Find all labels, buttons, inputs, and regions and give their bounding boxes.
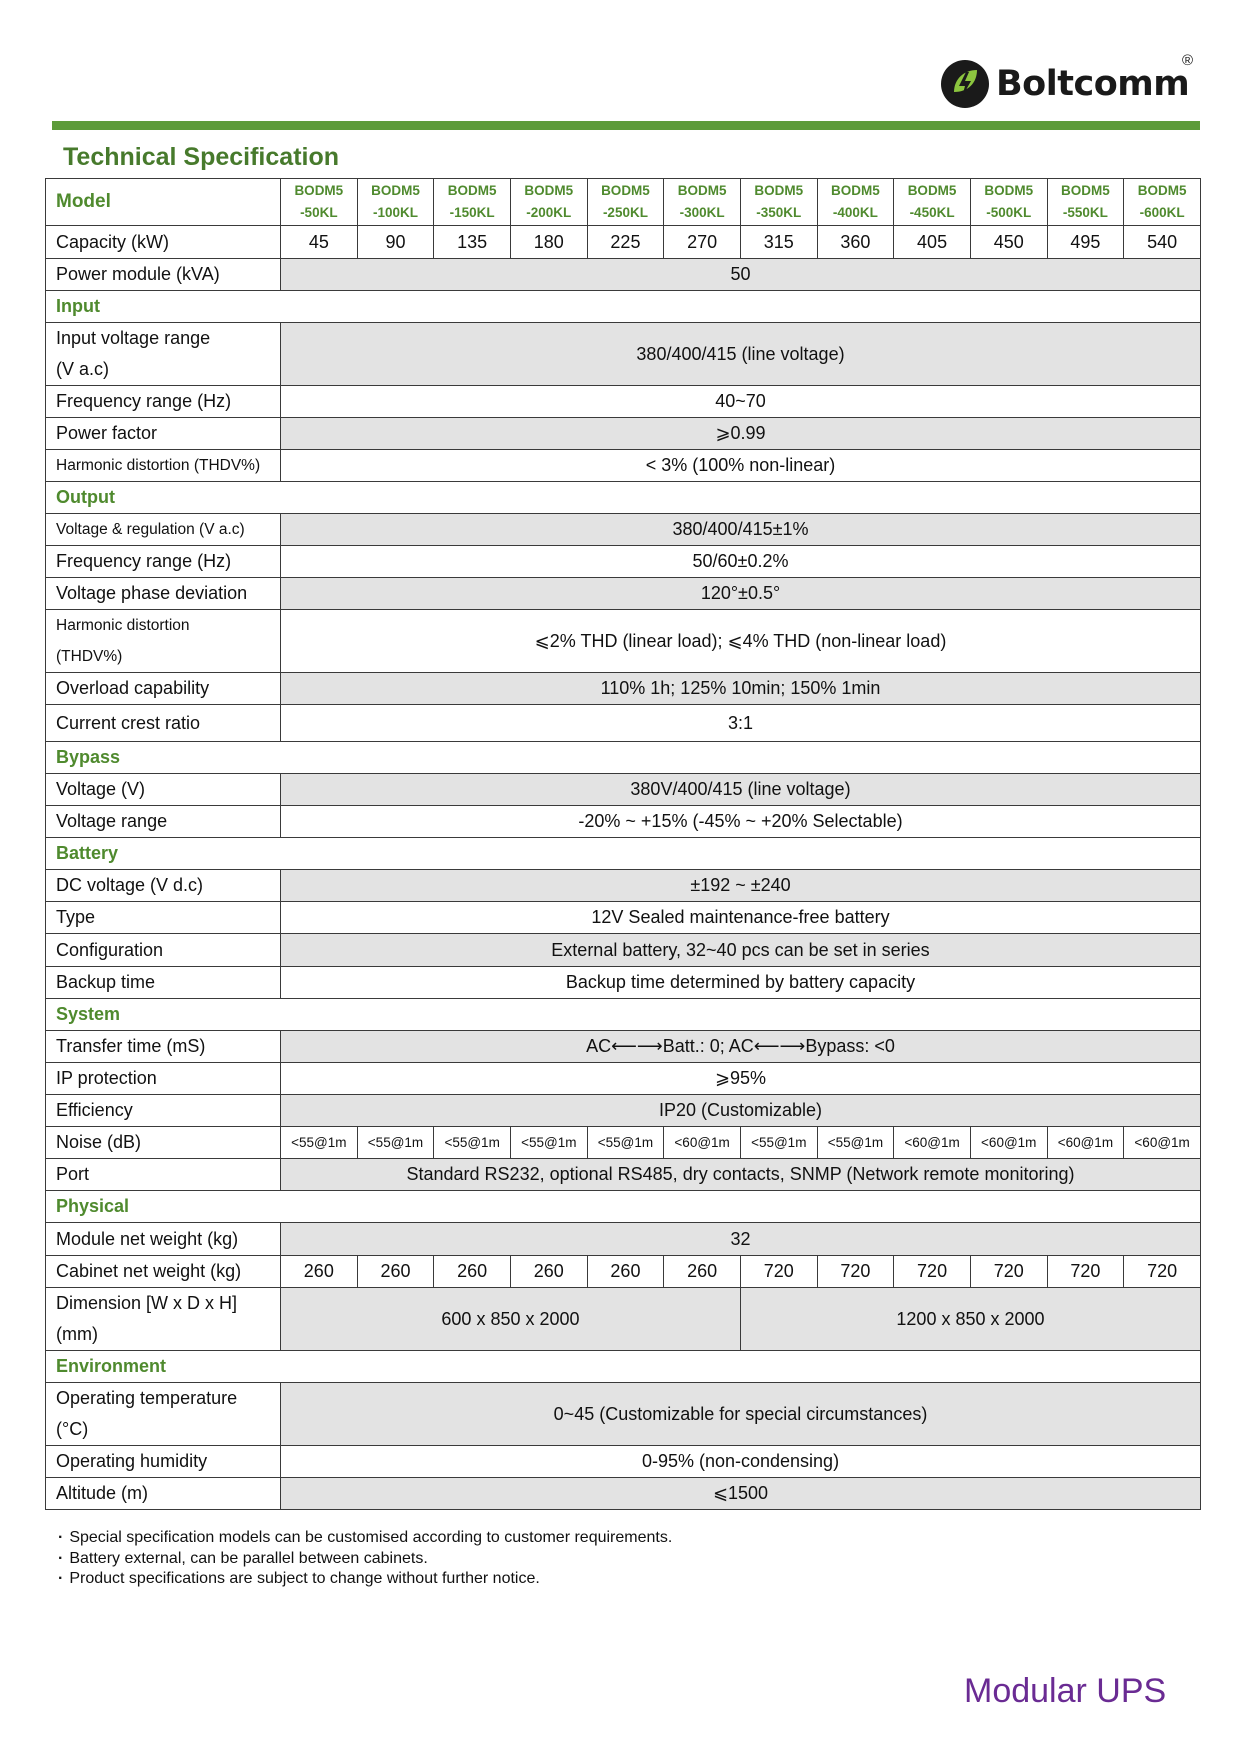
spec-label-line: Efficiency <box>56 1100 133 1120</box>
spec-cell: 720 <box>740 1256 817 1288</box>
spec-label-line: Type <box>56 907 96 927</box>
model-cell <box>664 179 741 226</box>
spec-label-line: IP protection <box>56 1068 157 1088</box>
model-suffix: -50KL <box>300 205 338 220</box>
spec-cell: <55@1m <box>281 1127 358 1159</box>
model-suffix: -100KL <box>372 205 418 220</box>
spec-label-line: (THDV%) <box>56 648 123 665</box>
model-suffix: -500KL <box>986 205 1032 220</box>
spec-value: IP20 (Customizable) <box>281 1095 1201 1127</box>
spec-label <box>46 1159 281 1191</box>
spec-label <box>46 450 281 482</box>
spec-value: 110% 1h; 125% 10min; 150% 1min <box>281 673 1201 705</box>
spec-cell: 260 <box>281 1256 358 1288</box>
spec-label-line: Module net weight (kg) <box>56 1228 239 1249</box>
spec-value: 380/400/415±1% <box>281 514 1201 546</box>
spec-label <box>46 546 281 578</box>
model-series: BODM5 <box>1137 183 1187 198</box>
spec-row <box>46 1063 1201 1095</box>
spec-label <box>46 1095 281 1127</box>
spec-row <box>46 934 1201 967</box>
note-item: · Special specification models can be customised according to customer requirements. <box>58 1528 672 1549</box>
spec-label <box>46 1288 281 1351</box>
spec-value: 50 <box>281 259 1201 291</box>
spec-cell: 720 <box>1047 1256 1124 1288</box>
model-cell <box>970 179 1047 226</box>
spec-cell: <55@1m <box>587 1127 664 1159</box>
model-cell <box>894 179 971 226</box>
model-series: BODM5 <box>294 183 344 198</box>
spec-label-line: Harmonic distortion <box>56 617 190 634</box>
spec-label <box>46 774 281 806</box>
spec-label <box>46 259 281 291</box>
spec-label <box>46 806 281 838</box>
spec-cell: 720 <box>1124 1256 1201 1288</box>
model-suffix: -550KL <box>1062 205 1108 220</box>
spec-label <box>46 1127 281 1159</box>
model-series: BODM5 <box>907 183 957 198</box>
section-heading: Battery <box>46 838 1201 870</box>
section-row <box>46 999 1201 1031</box>
section-row <box>46 482 1201 514</box>
spec-label-line: Dimension [W x D x H] <box>56 1293 238 1313</box>
model-cell <box>740 179 817 226</box>
spec-value: < 3% (100% non-linear) <box>281 450 1201 482</box>
spec-cell: 260 <box>664 1256 741 1288</box>
spec-value: Backup time determined by battery capacity <box>281 967 1201 999</box>
section-row <box>46 1351 1201 1383</box>
spec-label <box>46 226 281 259</box>
section-heading: Bypass <box>46 742 1201 774</box>
spec-value: 12V Sealed maintenance-free battery <box>281 902 1201 934</box>
model-label: Model <box>46 179 281 226</box>
spec-row <box>46 610 1201 673</box>
spec-label <box>46 1031 281 1063</box>
spec-cell: <60@1m <box>1124 1127 1201 1159</box>
spec-cell: 360 <box>817 226 894 259</box>
spec-label <box>46 870 281 902</box>
spec-cell: <55@1m <box>510 1127 587 1159</box>
spec-row <box>46 1478 1201 1510</box>
spec-cell: 315 <box>740 226 817 259</box>
spec-label-line: Cabinet net weight (kg) <box>56 1261 242 1281</box>
spec-cell: 180 <box>510 226 587 259</box>
spec-label <box>46 1256 281 1288</box>
model-suffix: -450KL <box>909 205 955 220</box>
spec-row <box>46 546 1201 578</box>
section-row <box>46 1191 1201 1223</box>
spec-label-line: Port <box>56 1164 90 1184</box>
spec-label-line: DC voltage (V d.c) <box>56 875 204 895</box>
spec-label-line: Current crest ratio <box>56 712 201 733</box>
spec-label-line: Voltage & regulation (V a.c) <box>56 521 245 538</box>
spec-value: ±192 ~ ±240 <box>281 870 1201 902</box>
spec-value: AC⟵⟶Batt.: 0; AC⟵⟶Bypass: <0 <box>281 1031 1201 1063</box>
model-cell <box>510 179 587 226</box>
spec-label-line: Voltage (V) <box>56 779 146 799</box>
spec-row <box>46 578 1201 610</box>
section-row <box>46 742 1201 774</box>
notes <box>58 1528 672 1590</box>
spec-label-line: (°C) <box>56 1419 89 1439</box>
spec-label <box>46 705 281 742</box>
section-heading: Physical <box>46 1191 1201 1223</box>
spec-label-line: Power factor <box>56 423 158 443</box>
spec-cell: 495 <box>1047 226 1124 259</box>
spec-cell: 260 <box>587 1256 664 1288</box>
spec-row <box>46 774 1201 806</box>
spec-row <box>46 1288 1201 1351</box>
spec-label-line: Overload capability <box>56 678 210 698</box>
model-suffix: -400KL <box>832 205 878 220</box>
model-suffix: -600KL <box>1139 205 1185 220</box>
section-row <box>46 291 1201 323</box>
note-item: · Product specifications are subject to change without further notice. <box>58 1569 672 1590</box>
spec-label-line: Input voltage range <box>56 328 211 348</box>
spec-cell: <60@1m <box>970 1127 1047 1159</box>
spec-label-line: Operating humidity <box>56 1451 208 1471</box>
model-suffix: -300KL <box>679 205 725 220</box>
spec-row <box>46 1095 1201 1127</box>
spec-cell: 135 <box>434 226 511 259</box>
model-cell <box>1124 179 1201 226</box>
bolt-logo-icon <box>940 59 990 109</box>
model-series: BODM5 <box>371 183 420 198</box>
spec-row <box>46 1159 1201 1191</box>
section-heading: Output <box>46 482 1201 514</box>
spec-value: 0-95% (non-condensing) <box>281 1446 1201 1478</box>
footer-product-line: Modular UPS <box>964 1672 1167 1710</box>
model-suffix: -350KL <box>756 205 802 220</box>
spec-value-left: 600 x 850 x 2000 <box>281 1288 741 1351</box>
model-row <box>46 179 1201 226</box>
spec-label <box>46 1446 281 1478</box>
section-heading: Input <box>46 291 1201 323</box>
spec-value: 380V/400/415 (line voltage) <box>281 774 1201 806</box>
spec-cell: <55@1m <box>817 1127 894 1159</box>
spec-value: ⩽2% THD (linear load); ⩽4% THD (non-linear load) <box>281 610 1201 673</box>
model-cell <box>281 179 358 226</box>
model-series: BODM5 <box>601 183 650 198</box>
spec-label-line: Voltage range <box>56 811 168 831</box>
spec-value: ⩽1500 <box>281 1478 1201 1510</box>
spec-cell: <60@1m <box>894 1127 971 1159</box>
spec-value: 40~70 <box>281 386 1201 418</box>
page-title: Technical Specification <box>63 143 340 171</box>
spec-value: ⩾95% <box>281 1063 1201 1095</box>
spec-cell: 260 <box>434 1256 511 1288</box>
spec-row <box>46 1256 1201 1288</box>
spec-value: 50/60±0.2% <box>281 546 1201 578</box>
model-suffix: -200KL <box>526 205 572 220</box>
spec-cell: <60@1m <box>1047 1127 1124 1159</box>
spec-value: 3:1 <box>281 705 1201 742</box>
spec-cell: 260 <box>510 1256 587 1288</box>
spec-value: 380/400/415 (line voltage) <box>281 323 1201 386</box>
spec-cell: 720 <box>970 1256 1047 1288</box>
spec-value: Standard RS232, optional RS485, dry contacts, SNMP (Network remote monitoring) <box>281 1159 1201 1191</box>
brand-logo <box>940 56 1189 112</box>
spec-row <box>46 967 1201 999</box>
spec-label-line: (V a.c) <box>56 359 110 379</box>
spec-label-line: Capacity (kW) <box>56 231 170 252</box>
spec-value: -20% ~ +15% (-45% ~ +20% Selectable) <box>281 806 1201 838</box>
section-heading: System <box>46 999 1201 1031</box>
model-series: BODM5 <box>447 183 497 198</box>
spec-row <box>46 1446 1201 1478</box>
spec-label-line: Backup time <box>56 972 156 992</box>
spec-cell: <55@1m <box>357 1127 434 1159</box>
spec-label-line: Frequency range (Hz) <box>56 391 232 411</box>
spec-label <box>46 1063 281 1095</box>
spec-label <box>46 1223 281 1256</box>
spec-label <box>46 610 281 673</box>
spec-cell: 260 <box>357 1256 434 1288</box>
spec-row <box>46 705 1201 742</box>
section-heading: Environment <box>46 1351 1201 1383</box>
spec-label-line: Frequency range (Hz) <box>56 551 232 571</box>
spec-label <box>46 967 281 999</box>
spec-label-line: Power module (kVA) <box>56 264 220 284</box>
spec-row <box>46 902 1201 934</box>
spec-cell: 720 <box>817 1256 894 1288</box>
model-suffix: -250KL <box>602 205 648 220</box>
model-suffix: -150KL <box>449 205 495 220</box>
spec-cell: 540 <box>1124 226 1201 259</box>
note-item: · Battery external, can be parallel between cabinets. <box>58 1549 672 1570</box>
model-series: BODM5 <box>831 183 880 198</box>
spec-cell: <55@1m <box>434 1127 511 1159</box>
registered-mark: ® <box>1182 52 1194 69</box>
spec-value: 0~45 (Customizable for special circumstances) <box>281 1383 1201 1446</box>
spec-row <box>46 418 1201 450</box>
spec-row <box>46 806 1201 838</box>
spec-row <box>46 450 1201 482</box>
spec-label <box>46 1383 281 1446</box>
spec-label-line: (mm) <box>56 1324 98 1344</box>
spec-row <box>46 1127 1201 1159</box>
spec-table <box>45 178 1201 1510</box>
spec-label-line: Transfer time (mS) <box>56 1036 206 1056</box>
model-series: BODM5 <box>524 183 574 198</box>
spec-label <box>46 673 281 705</box>
spec-value-right: 1200 x 850 x 2000 <box>740 1288 1200 1351</box>
spec-label-line: Noise (dB) <box>56 1132 142 1152</box>
spec-cell: 450 <box>970 226 1047 259</box>
model-series: BODM5 <box>1061 183 1110 198</box>
spec-row <box>46 1223 1201 1256</box>
model-cell <box>357 179 434 226</box>
spec-cell: 45 <box>281 226 358 259</box>
brand-name: Boltcomm <box>996 64 1190 104</box>
spec-value: 32 <box>281 1223 1201 1256</box>
spec-cell: 270 <box>664 226 741 259</box>
spec-row <box>46 870 1201 902</box>
spec-row <box>46 259 1201 291</box>
spec-row <box>46 1383 1201 1446</box>
spec-row <box>46 386 1201 418</box>
spec-label <box>46 902 281 934</box>
spec-row <box>46 673 1201 705</box>
spec-label <box>46 578 281 610</box>
spec-value: ⩾0.99 <box>281 418 1201 450</box>
spec-value: 120°±0.5° <box>281 578 1201 610</box>
spec-row <box>46 514 1201 546</box>
spec-label <box>46 514 281 546</box>
spec-label <box>46 386 281 418</box>
spec-row <box>46 323 1201 386</box>
spec-label <box>46 418 281 450</box>
header-divider <box>52 121 1200 130</box>
model-series: BODM5 <box>754 183 804 198</box>
model-cell <box>1047 179 1124 226</box>
spec-cell: 225 <box>587 226 664 259</box>
model-series: BODM5 <box>677 183 727 198</box>
spec-label-line: Operating temperature <box>56 1388 238 1408</box>
spec-cell: 720 <box>894 1256 971 1288</box>
spec-row <box>46 1031 1201 1063</box>
section-row <box>46 838 1201 870</box>
spec-label <box>46 934 281 967</box>
model-cell <box>817 179 894 226</box>
model-cell <box>587 179 664 226</box>
model-series: BODM5 <box>984 183 1034 198</box>
model-cell <box>434 179 511 226</box>
spec-row <box>46 226 1201 259</box>
spec-label-line: Voltage phase deviation <box>56 583 248 603</box>
spec-cell: <55@1m <box>740 1127 817 1159</box>
spec-cell: 90 <box>357 226 434 259</box>
spec-label-line: Harmonic distortion (THDV%) <box>56 457 261 474</box>
spec-label <box>46 1478 281 1510</box>
spec-label-line: Configuration <box>56 939 164 960</box>
spec-cell: 405 <box>894 226 971 259</box>
spec-value: External battery, 32~40 pcs can be set in series <box>281 934 1201 967</box>
spec-cell: <60@1m <box>664 1127 741 1159</box>
spec-label <box>46 323 281 386</box>
spec-label-line: Altitude (m) <box>56 1483 149 1503</box>
